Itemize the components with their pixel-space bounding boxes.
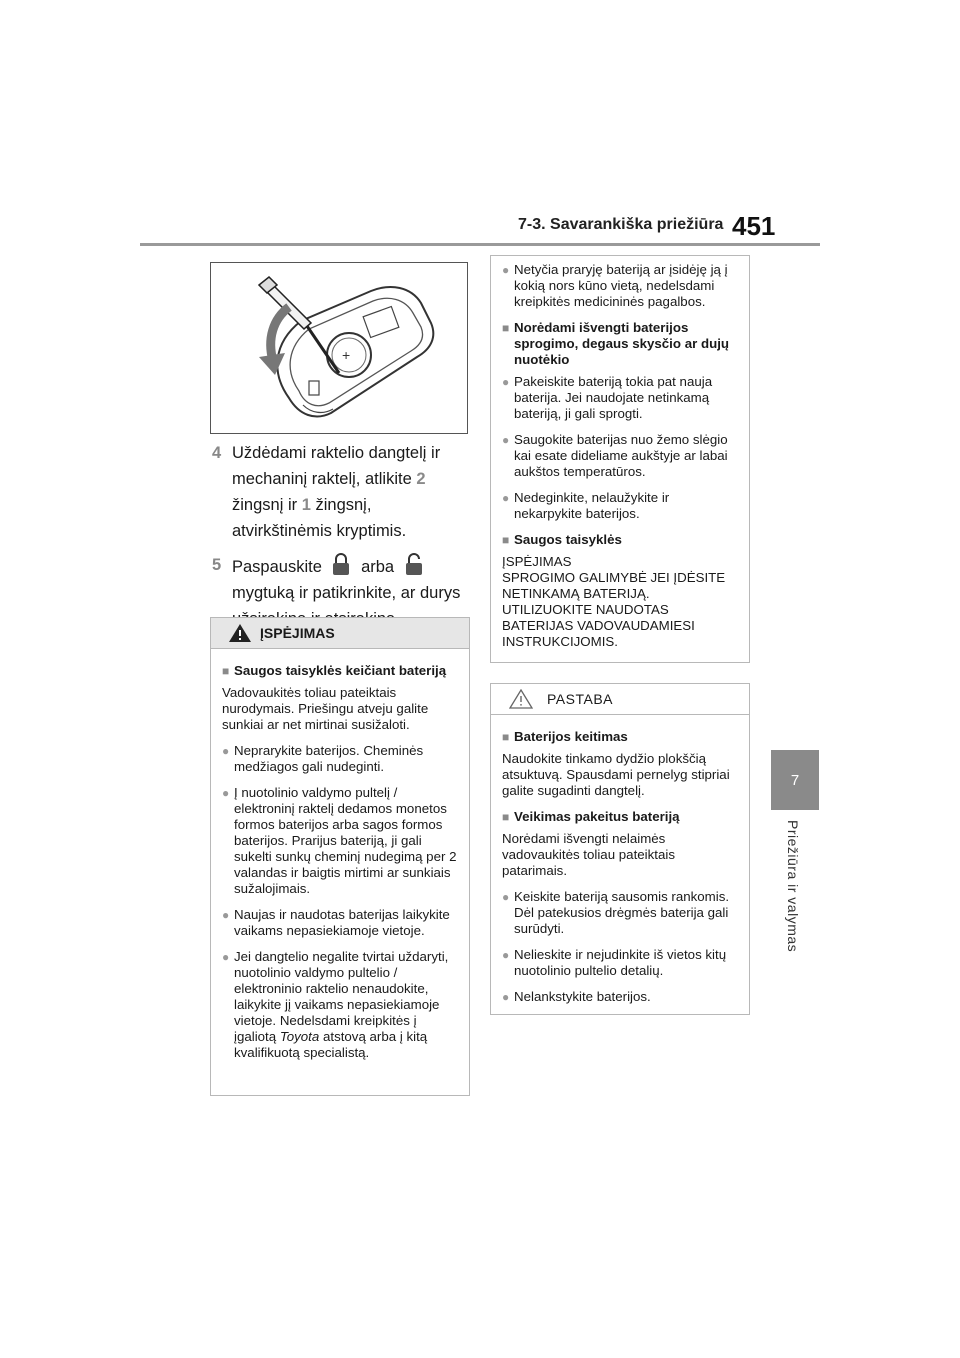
- list-item: ● Nedeginkite, nelaužykite ir nekarpykite baterijos.: [502, 490, 670, 521]
- section-heading: ■ Veikimas pakeitus bateriją: [502, 809, 680, 824]
- chapter-tab: 7: [771, 750, 819, 810]
- list-item: ● Pakeiskite bateriją tokia pat nauja baterija. Jei naudojate netinkamą bateriją, ji gali sprogti.: [502, 374, 713, 421]
- section-heading: ■ Baterijos keitimas: [502, 729, 628, 744]
- section-heading: ■ Saugos taisyklės: [502, 532, 622, 547]
- list-item: ● Nelieskite ir nejudinkite iš vietos kitų nuotolinio pultelio detalių.: [502, 947, 727, 978]
- list-item: ● Į nuotolinio valdymo pultelį / elektroninį raktelį dedamos monetos formos baterijos arba sagos formos baterijos. Prarijus bateriją, ji gali sukelti sunkų cheminį nudegimą per 2 valandas ir baigtis mirtimi ar sunkiais sužalojimais.: [222, 785, 457, 896]
- warning-box: [210, 617, 470, 1096]
- step-text: Paspauskite arba mygtuką ir patikrinkite, ar durys: [232, 552, 464, 632]
- list-item: ● Nelankstykite baterijos.: [502, 989, 651, 1004]
- list-item: ● Netyčia praryję bateriją ar įsidėję ją į kokią nors kūno vietą, nedelsdami kreipkitės medicininės pagalbos.: [502, 262, 728, 309]
- step-number: 5: [212, 556, 222, 574]
- caution-triangle-icon: [509, 689, 533, 709]
- notice-title: PASTABA: [547, 691, 614, 707]
- warning-header: [211, 618, 469, 649]
- intro-text: Vadovaukitės toliau pateiktais nurodymais. Priešingu atveju galite sunkiai ar net mirtinai susižaloti.: [222, 685, 429, 732]
- caution-caps-text: ĮSPĖJIMAS SPROGIMO GALIMYBĖ JEI ĮDĖSITE NETINKAMĄ BATERIJĄ. UTILIZUOKITE NAUDOTAS BATERIJAS VADOVAUDAMIESI INSTRUKCIJOMIS.: [502, 554, 726, 649]
- key-battery-figure: [210, 262, 468, 434]
- chapter-label: Priežiūra ir valymas: [785, 820, 801, 953]
- list-item: ● Keiskite bateriją sausomis rankomis. Dėl patekusios drėgmės baterija gali surūdyti.: [502, 889, 730, 936]
- list-item: ● Naujas ir naudotas baterijas laikykite vaikams nepasiekiamoje vietoje.: [222, 907, 450, 938]
- step-4: [212, 440, 464, 544]
- unlock-icon: [403, 552, 425, 576]
- notice-header: [491, 684, 749, 715]
- step-text: Uždėdami raktelio dangtelį ir mechaninį raktelį, atlikite 2 žingsnį ir 1 žingsnį, atvirkštinėmis kryptimis.: [232, 444, 441, 540]
- step-number: 4: [212, 444, 222, 462]
- list-item: ● Neprarykite baterijos. Cheminės medžiagos gali nudeginti.: [222, 743, 424, 774]
- section-title: 7-3. Savarankiška priežiūra: [518, 216, 724, 233]
- paragraph: Norėdami išvengti nelaimės vadovaukitės toliau pateiktais patarimais.: [502, 831, 675, 878]
- key-battery-replacement-illustration: [211, 263, 467, 433]
- page-number: 451: [732, 211, 776, 241]
- header-rule: [140, 243, 820, 246]
- warning-triangle-icon: [228, 623, 252, 643]
- lock-icon: [330, 552, 352, 576]
- list-item: ● Jei dangtelio negalite tvirtai uždaryti, nuotolinio valdymo pultelio / elektroninio raktelio nenaudokite, laikykite jį vaikams nepasiekiamoje vietoje. Nedelsdami kreipkitės į įgaliotą Toyota atstovą arba į kitą kvalifikuotą specialistą.: [222, 949, 449, 1060]
- svg-text:+: +: [342, 347, 351, 363]
- warning-title: ĮSPĖJIMAS: [260, 625, 335, 641]
- section-heading: ■ Saugos taisyklės keičiant bateriją: [222, 663, 447, 678]
- paragraph: Naudokite tinkamo dydžio plokščią atsuktuvą. Spausdami pernelyg stipriai galite sugadinti dangtelį.: [502, 751, 730, 798]
- section-heading: ■ Norėdami išvengti baterijos sprogimo, degaus skysčio ar dujų nuotėkio: [502, 320, 730, 367]
- notice-box: [490, 683, 750, 1015]
- procedure-steps: [212, 440, 464, 640]
- warning-continuation-box: [490, 255, 750, 663]
- list-item: ● Saugokite baterijas nuo žemo slėgio kai esate dideliame aukštyje ar labai aukštos temperatūros.: [502, 432, 728, 479]
